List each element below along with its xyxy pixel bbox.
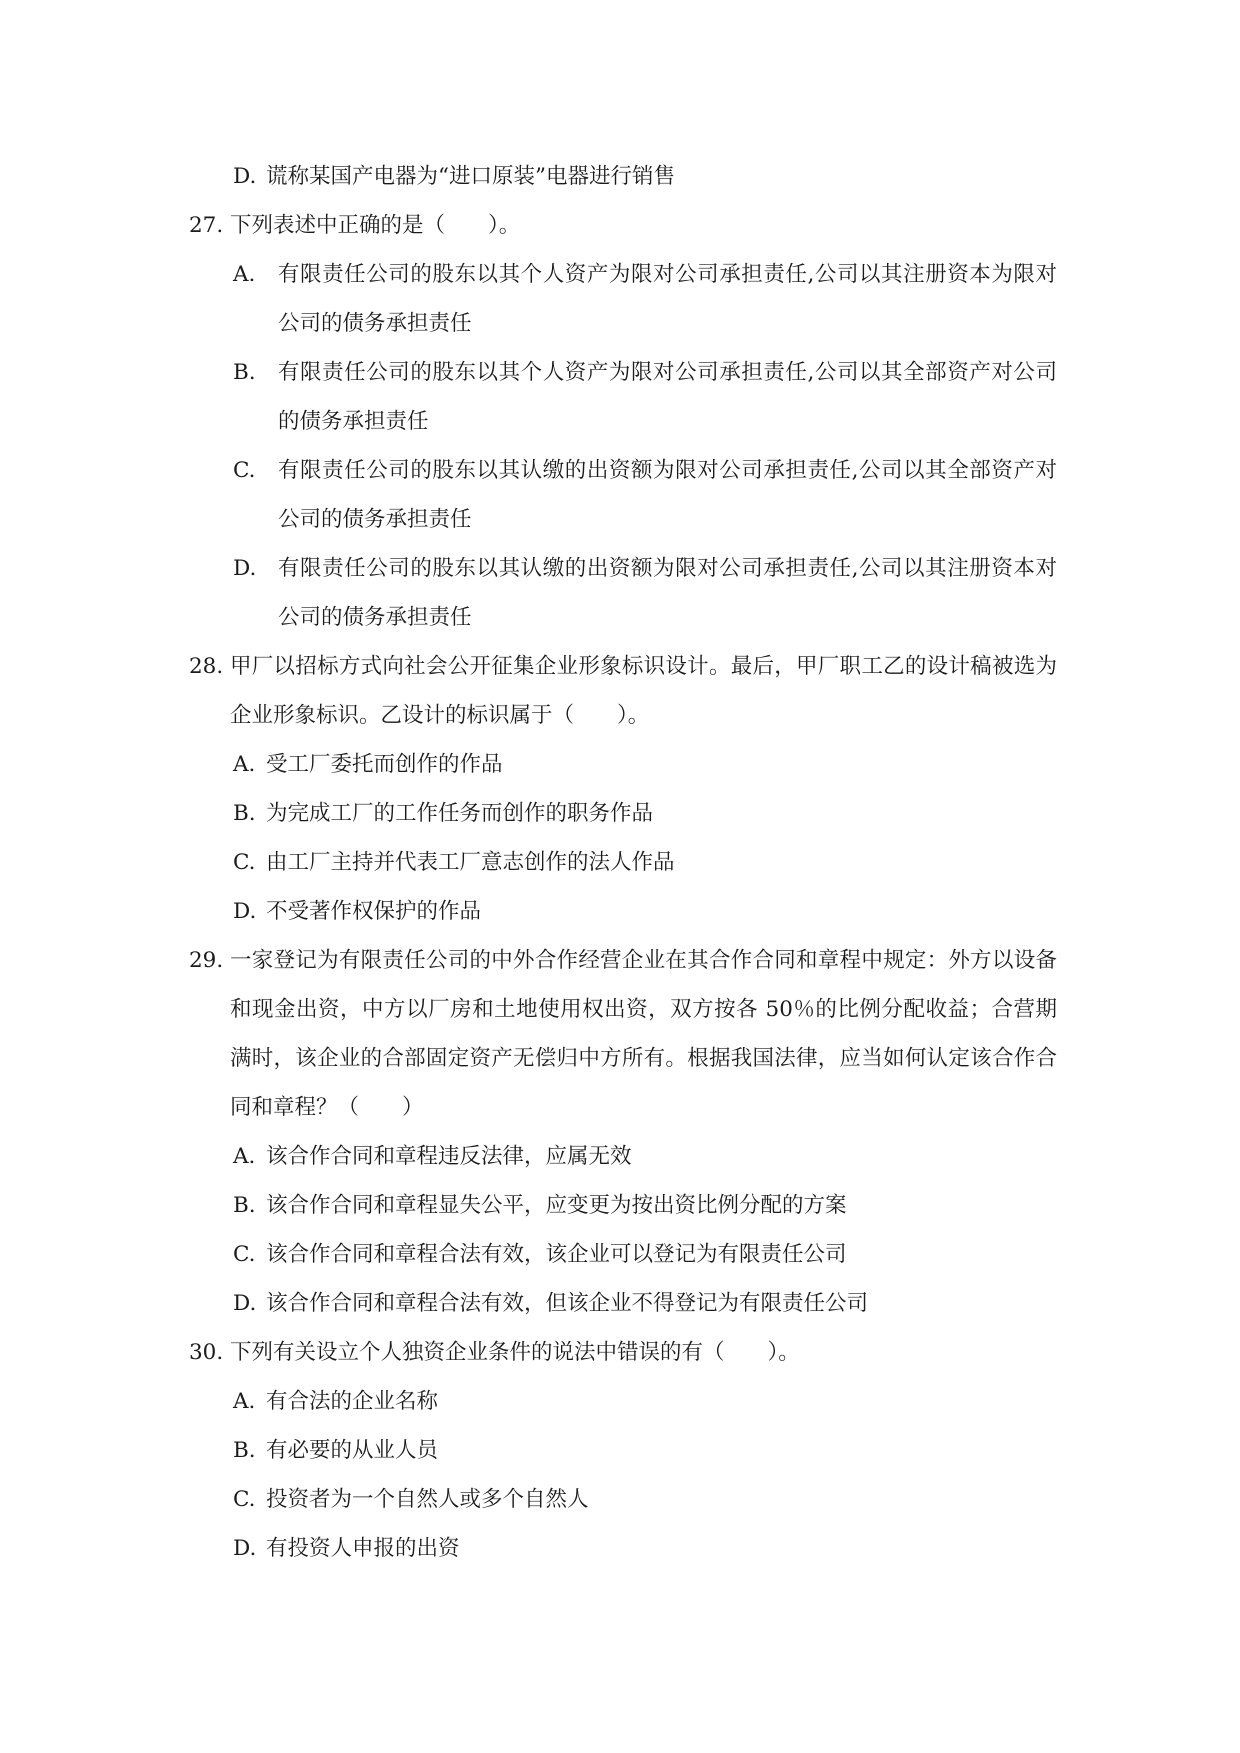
question-28-option-b bbox=[0, 789, 1240, 838]
option-text: 有限责任公司的股东以其认缴的出资额为限对公司承担责任,公司以其注册资本对 bbox=[278, 556, 1057, 581]
question-stem-text-continued: 满时，该企业的合部固定资产无偿归中方所有。根据我国法律，应当如何认定该合作合 bbox=[230, 1046, 1057, 1071]
question-29-option-d bbox=[0, 1279, 1240, 1328]
question-28-option-a bbox=[0, 740, 1240, 789]
option-text: 为完成工厂的工作任务而创作的职务作品 bbox=[266, 801, 654, 826]
question-stem-text: 下列表述中正确的是（ ）。 bbox=[230, 213, 521, 238]
option-label: C. bbox=[233, 850, 256, 875]
option-label: B. bbox=[233, 1193, 256, 1218]
option-text: 该合作合同和章程显失公平，应变更为按出资比例分配的方案 bbox=[266, 1193, 847, 1218]
question-28-stem bbox=[0, 642, 1240, 691]
option-text: 有合法的企业名称 bbox=[266, 1389, 439, 1414]
option-text: 有限责任公司的股东以其个人资产为限对公司承担责任,公司以其注册资本为限对 bbox=[278, 262, 1057, 287]
question-28-option-d bbox=[0, 887, 1240, 936]
question-27-option-d-continued bbox=[0, 593, 1240, 642]
question-27-stem bbox=[0, 201, 1240, 250]
option-label: D. bbox=[233, 164, 257, 189]
question-27-option-b-continued bbox=[0, 397, 1240, 446]
option-text-continued: 的债务承担责任 bbox=[278, 409, 429, 434]
option-label: A. bbox=[233, 752, 256, 777]
question-30-option-d bbox=[0, 1524, 1240, 1573]
option-text: 由工厂主持并代表工厂意志创作的法人作品 bbox=[266, 850, 675, 875]
option-label: D. bbox=[233, 1536, 257, 1561]
option-text: 不受著作权保护的作品 bbox=[266, 899, 482, 924]
carryover-option-d bbox=[0, 152, 1240, 201]
question-number: 28. bbox=[189, 654, 224, 679]
question-27-option-d bbox=[0, 544, 1240, 593]
option-text-continued: 公司的债务承担责任 bbox=[278, 311, 472, 336]
option-text: 该合作合同和章程合法有效，该企业可以登记为有限责任公司 bbox=[266, 1242, 847, 1267]
question-27-option-c-continued bbox=[0, 495, 1240, 544]
question-29-option-b bbox=[0, 1181, 1240, 1230]
question-29-option-a bbox=[0, 1132, 1240, 1181]
option-text: 有投资人申报的出资 bbox=[266, 1536, 460, 1561]
option-text: 受工厂委托而创作的作品 bbox=[266, 752, 503, 777]
option-label: D. bbox=[233, 556, 257, 581]
question-29-stem bbox=[0, 936, 1240, 985]
option-label: C. bbox=[233, 1487, 256, 1512]
option-label: B. bbox=[233, 360, 256, 385]
option-label: A. bbox=[233, 1144, 256, 1169]
question-stem-text-continued: 同和章程？（ ） bbox=[230, 1095, 424, 1120]
option-text-continued: 公司的债务承担责任 bbox=[278, 605, 472, 630]
question-30-option-a bbox=[0, 1377, 1240, 1426]
option-label: D. bbox=[233, 899, 257, 924]
question-27-option-c bbox=[0, 446, 1240, 495]
option-label: A. bbox=[233, 1389, 256, 1414]
question-stem-text-continued: 和现金出资，中方以厂房和土地使用权出资，双方按各 50％的比例分配收益；合营期 bbox=[230, 997, 1057, 1022]
question-number: 30. bbox=[189, 1340, 224, 1365]
option-text: 投资者为一个自然人或多个自然人 bbox=[266, 1487, 589, 1512]
question-number: 27. bbox=[189, 213, 224, 238]
question-stem-text-continued: 企业形象标识。乙设计的标识属于（ ）。 bbox=[230, 703, 650, 728]
option-text: 有必要的从业人员 bbox=[266, 1438, 439, 1463]
question-30-option-b bbox=[0, 1426, 1240, 1475]
question-29-stem-continued-1 bbox=[0, 985, 1240, 1034]
option-label: A. bbox=[233, 262, 256, 287]
option-text-continued: 公司的债务承担责任 bbox=[278, 507, 472, 532]
question-stem-text: 一家登记为有限责任公司的中外合作经营企业在其合作合同和章程中规定：外方以设备 bbox=[230, 948, 1057, 973]
option-label: C. bbox=[233, 458, 256, 483]
question-27-option-b bbox=[0, 348, 1240, 397]
question-27-option-a bbox=[0, 250, 1240, 299]
option-text: 谎称某国产电器为“进口原装”电器进行销售 bbox=[266, 164, 675, 189]
option-label: B. bbox=[233, 801, 256, 826]
question-28-option-c bbox=[0, 838, 1240, 887]
question-number: 29. bbox=[189, 948, 224, 973]
question-28-stem-continued bbox=[0, 691, 1240, 740]
question-29-stem-continued-2 bbox=[0, 1034, 1240, 1083]
question-stem-text: 下列有关设立个人独资企业条件的说法中错误的有（ ）。 bbox=[230, 1340, 800, 1365]
option-text: 有限责任公司的股东以其认缴的出资额为限对公司承担责任,公司以其全部资产对 bbox=[278, 458, 1057, 483]
question-30-option-c bbox=[0, 1475, 1240, 1524]
question-29-option-c bbox=[0, 1230, 1240, 1279]
question-27-option-a-continued bbox=[0, 299, 1240, 348]
question-29-stem-continued-3 bbox=[0, 1083, 1240, 1132]
option-label: D. bbox=[233, 1291, 257, 1316]
question-stem-text: 甲厂以招标方式向社会公开征集企业形象标识设计。最后，甲厂职工乙的设计稿被选为 bbox=[230, 654, 1057, 679]
option-text: 该合作合同和章程合法有效，但该企业不得登记为有限责任公司 bbox=[266, 1291, 869, 1316]
option-label: B. bbox=[233, 1438, 256, 1463]
option-text: 有限责任公司的股东以其个人资产为限对公司承担责任,公司以其全部资产对公司 bbox=[278, 360, 1057, 385]
question-30-stem bbox=[0, 1328, 1240, 1377]
option-text: 该合作合同和章程违反法律，应属无效 bbox=[266, 1144, 632, 1169]
option-label: C. bbox=[233, 1242, 256, 1267]
